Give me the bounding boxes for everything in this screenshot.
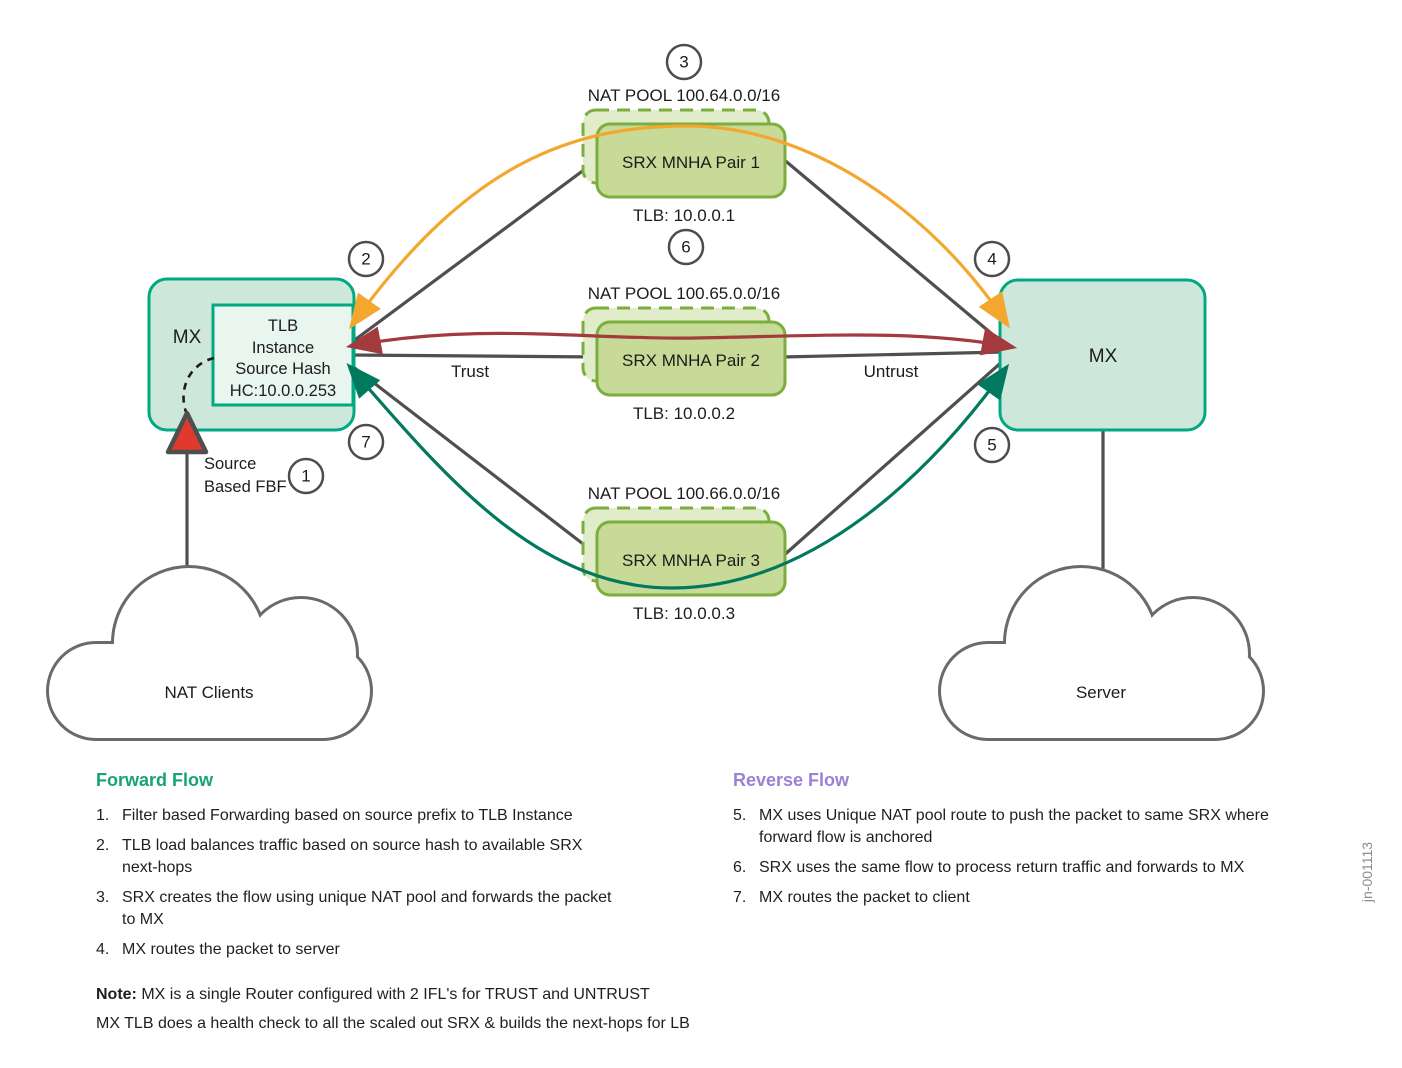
item-text: TLB load balances traffic based on source hash to available SRX next-hops <box>122 837 583 876</box>
tlb-line-1: TLB <box>267 317 299 335</box>
forward-flow-item-3 <box>96 887 616 931</box>
step-5-marker <box>975 428 1009 462</box>
step-6-number: 6 <box>681 237 691 257</box>
step-4-number: 4 <box>987 249 997 269</box>
link-pair3-mx <box>782 360 1004 557</box>
nat-clients-cloud <box>49 568 370 738</box>
item-number: 5. <box>733 807 747 824</box>
figure-id-watermark: jn-001113 <box>1359 841 1375 903</box>
fbf-label-line2: Based FBF <box>204 478 287 496</box>
nat-pool-2-label: NAT POOL 100.65.0.0/16 <box>587 284 781 303</box>
srx-pair-3 <box>583 484 785 623</box>
tlb-ip-2-label: TLB: 10.0.0.2 <box>632 404 736 423</box>
reverse-flow-item-6 <box>733 857 1313 879</box>
step-2-marker <box>349 242 383 276</box>
step-1-marker <box>289 459 323 493</box>
forward-flow-title: Forward Flow <box>96 770 213 790</box>
note-section <box>96 980 1056 1038</box>
forward-flow-item-4 <box>96 939 616 961</box>
link-pair1-mx <box>782 158 1004 344</box>
link-tlb-pair1 <box>352 158 600 342</box>
step-5-number: 5 <box>987 435 997 455</box>
link-tlb-pair2 <box>352 355 600 357</box>
tlb-ip-3-label: TLB: 10.0.0.3 <box>632 604 736 623</box>
item-text: SRX uses the same flow to process return traffic and forwards to MX <box>759 859 1245 876</box>
step-2-number: 2 <box>361 249 371 269</box>
step-7-number: 7 <box>361 432 371 452</box>
link-pair2-mx <box>782 352 1004 357</box>
nat-pool-1-label: NAT POOL 100.64.0.0/16 <box>587 86 781 105</box>
fbf-label-line1: Source <box>204 455 257 473</box>
srx-pair-2-label: SRX MNHA Pair 2 <box>622 351 760 370</box>
item-text: Filter based Forwarding based on source prefix to TLB Instance <box>122 807 573 824</box>
step-6-marker <box>669 230 703 264</box>
reverse-flow-item-7 <box>733 887 1313 909</box>
note-line-1 <box>96 980 1056 1009</box>
step-4-marker <box>975 242 1009 276</box>
item-number: 7. <box>733 889 747 906</box>
reverse-flow-section <box>733 770 1313 917</box>
note-label: Note: <box>96 986 137 1003</box>
srx-pair-2 <box>583 284 785 423</box>
nat-clients-label: NAT Clients <box>164 683 254 702</box>
server-label: Server <box>1075 683 1127 702</box>
step-7-marker <box>349 425 383 459</box>
nat-pool-3-label: NAT POOL 100.66.0.0/16 <box>587 484 781 503</box>
cloud-body <box>941 568 1262 738</box>
srx-pair-1-label: SRX MNHA Pair 1 <box>622 153 760 172</box>
item-text: MX uses Unique NAT pool route to push the packet to same SRX where forward flow is anchored <box>759 807 1269 846</box>
item-number: 6. <box>733 859 747 876</box>
server-cloud <box>941 568 1262 738</box>
item-text: MX routes the packet to client <box>759 889 970 906</box>
step-1-number: 1 <box>301 466 311 486</box>
item-text: MX routes the packet to server <box>122 941 340 958</box>
link-tlb-pair3 <box>352 366 600 557</box>
srx-pair-1 <box>583 86 785 225</box>
forward-flow-section <box>96 770 616 969</box>
note-text-1: MX is a single Router configured with 2 IFL's for TRUST and UNTRUST <box>141 986 650 1003</box>
step-3-marker <box>667 45 701 79</box>
srx-pair-3-label: SRX MNHA Pair 3 <box>622 551 760 570</box>
reverse-flow-title: Reverse Flow <box>733 770 850 790</box>
cloud-body <box>49 568 370 738</box>
item-text: SRX creates the flow using unique NAT pool and forwards the packet to MX <box>122 889 612 928</box>
forward-flow-item-1 <box>96 805 616 827</box>
item-number: 1. <box>96 807 110 824</box>
forward-flow-item-2 <box>96 835 616 879</box>
reverse-flow-item-5 <box>733 805 1313 849</box>
tlb-line-2: Instance <box>251 339 315 357</box>
trust-zone-label: Trust <box>450 362 490 381</box>
untrust-zone-label: Untrust <box>863 362 919 381</box>
mx-left-label: MX <box>172 327 202 348</box>
item-number: 4. <box>96 941 110 958</box>
note-line-2: MX TLB does a health check to all the scaled out SRX & builds the next-hops for LB <box>96 1015 690 1032</box>
mx-right-label: MX <box>1088 346 1118 367</box>
tlb-line-3: Source Hash <box>235 360 331 378</box>
item-number: 2. <box>96 837 110 854</box>
item-number: 3. <box>96 889 110 906</box>
step-3-number: 3 <box>679 52 689 72</box>
tlb-line-4: HC:10.0.0.253 <box>229 382 337 400</box>
tlb-ip-1-label: TLB: 10.0.0.1 <box>632 206 736 225</box>
